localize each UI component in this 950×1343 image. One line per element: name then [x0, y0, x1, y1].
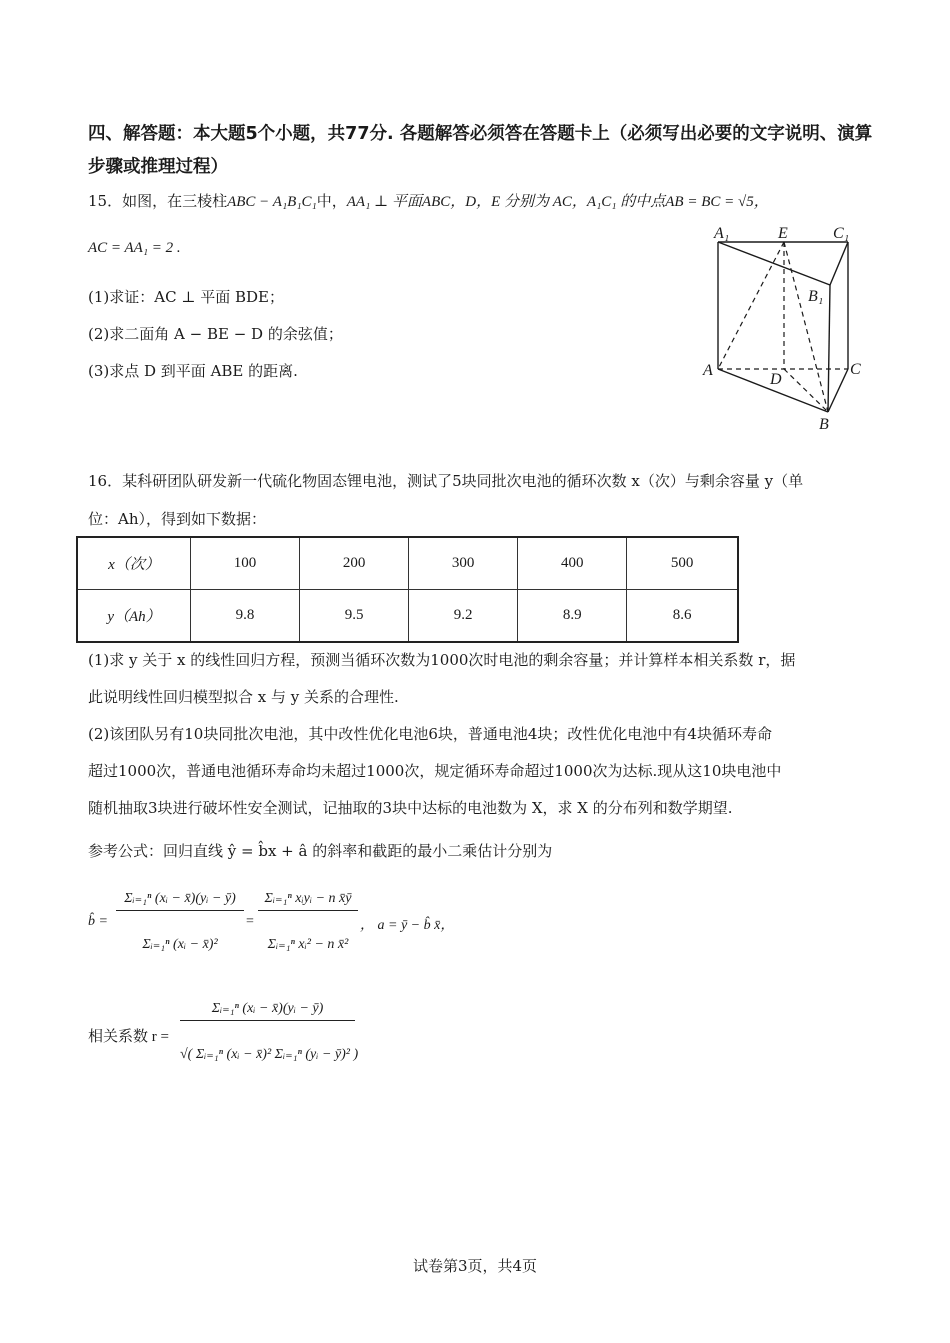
table-cell: 200 [300, 537, 409, 590]
q16-part-2-b: 超过1000次，普通电池循环寿命均未超过1000次，规定循环寿命超过1000次为达标.现从这10块电池中 [88, 762, 782, 780]
table-cell: 300 [409, 537, 518, 590]
table-row [77, 590, 738, 643]
label-d: D [770, 371, 782, 388]
table-cell: 500 [627, 537, 738, 590]
q15-intro-text-b: 中， [316, 192, 347, 210]
q15-intro [88, 190, 769, 211]
data-table [76, 536, 739, 643]
table-row [77, 537, 738, 590]
table-row-label-y: y（Ah） [77, 590, 191, 643]
q16-part-1-a: (1)求 y 关于 x 的线性回归方程，预测当循环次数为1000次时电池的剩余容量；并计算样本相关系数 r，据 [88, 651, 796, 669]
table-cell: 400 [518, 537, 627, 590]
reference-formula-intro: 参考公式：回归直线 ŷ = b̂x + â 的斜率和截距的最小二乘估计分别为 [88, 842, 553, 860]
q15-intro-text: 15．如图，在三棱柱 [88, 192, 228, 210]
section-title: 四、解答题：本大题5个小题，共77分. 各题解答必须答在答题卡上（必须写出必要的文字说明、演算步骤或推理过程） [88, 124, 873, 177]
r-label: 相关系数 r = [88, 1029, 169, 1045]
b-hat-numerator: Σᵢ₌₁ⁿ (xᵢ − x̄)(yᵢ − ȳ) [116, 890, 244, 911]
a-hat-formula: ， a = ȳ − b̂ x̄， [360, 918, 455, 933]
prism-figure [700, 222, 870, 437]
table-row-label-x: x（次） [77, 537, 191, 590]
q16-part-2-c: 随机抽取3块进行破坏性安全测试，记抽取的3块中达标的电池数为 X，求 X 的分布列和数学期望. [88, 799, 733, 817]
label-b: B [819, 416, 829, 433]
q15-condition-2: AB = BC = √5， [665, 194, 769, 210]
label-c1: C₁ [833, 225, 850, 242]
q15-prism: ABC − A₁B₁C₁ [227, 194, 317, 210]
q15-condition-1: AA₁ ⊥ 平面ABC，D，E 分别为 AC，A₁C₁ 的中点 [346, 194, 666, 210]
q15-part-3: (3)求点 D 到平面 ABE 的距离. [88, 362, 298, 380]
q16-intro-2: 位：Ah），得到如下数据： [88, 510, 266, 528]
b-hat-denominator-alt: Σᵢ₌₁ⁿ xᵢ² − n x̄² [267, 937, 349, 952]
q15-part-1: (1)求证：AC ⊥ 平面 BDE； [88, 288, 284, 306]
label-a: A [703, 362, 713, 379]
table-cell: 9.8 [191, 590, 300, 643]
label-b1: B₁ [808, 288, 824, 305]
table-cell: 8.9 [518, 590, 627, 643]
r-denominator: √( Σᵢ₌₁ⁿ (xᵢ − x̄)² Σᵢ₌₁ⁿ (yᵢ − ȳ)² ) [180, 1047, 359, 1062]
page-footer: 试卷第3页，共4页 [412, 1257, 538, 1275]
table-cell: 100 [191, 537, 300, 590]
q15-condition-3: AC = AA₁ = 2 . [88, 240, 181, 256]
b-hat-denominator: Σᵢ₌₁ⁿ (xᵢ − x̄)² [142, 937, 218, 952]
b-hat-symbol: b̂ = [88, 914, 108, 929]
table-cell: 9.5 [300, 590, 409, 643]
table-cell: 9.2 [409, 590, 518, 643]
table-cell: 8.6 [627, 590, 738, 643]
label-e: E [778, 225, 788, 242]
r-numerator: Σᵢ₌₁ⁿ (xᵢ − x̄)(yᵢ − ȳ) [180, 1000, 355, 1021]
q16-part-2-a: (2)该团队另有10块同批次电池，其中改性优化电池6块，普通电池4块；改性优化电池中有4块循环寿命 [88, 725, 772, 743]
q16-intro-1: 16．某科研团队研发新一代硫化物固态锂电池，测试了5块同批次电池的循环次数 x（次）与剩余容量 y（单 [88, 472, 804, 490]
label-c: C [850, 361, 861, 378]
label-a1: A₁ [714, 225, 730, 242]
b-hat-numerator-alt: Σᵢ₌₁ⁿ xᵢyᵢ − n x̄ȳ [258, 890, 358, 911]
q15-part-2: (2)求二面角 A − BE − D 的余弦值； [88, 325, 343, 343]
q16-part-1-b: 此说明线性回归模型拟合 x 与 y 关系的合理性. [88, 688, 399, 706]
